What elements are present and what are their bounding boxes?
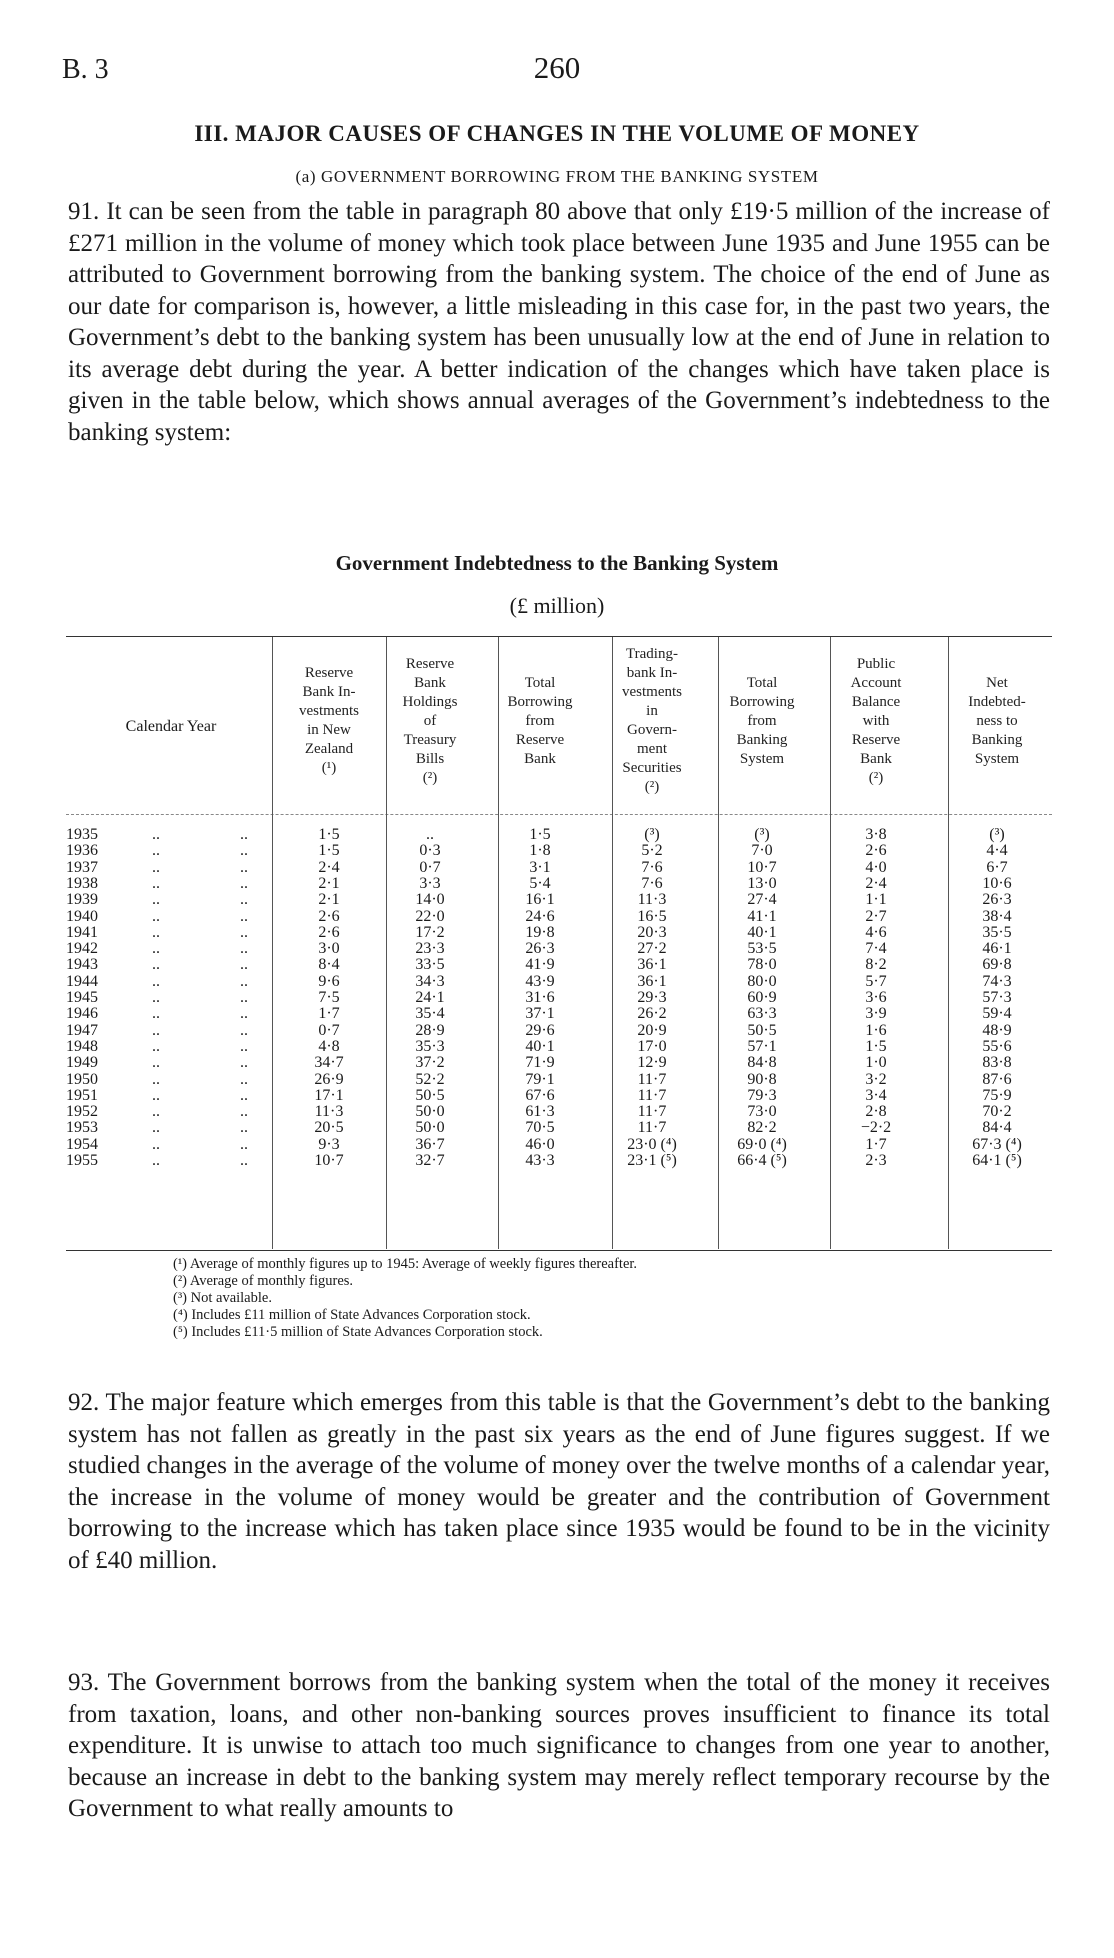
- leader-dots: ..: [240, 1021, 248, 1039]
- table-cell: 33·5: [415, 956, 445, 974]
- leader-dots: ..: [240, 874, 248, 892]
- table-cell: 10·7: [747, 858, 777, 876]
- leader-dots: ..: [152, 1037, 160, 1055]
- table-cell: 4·8: [318, 1037, 340, 1055]
- table-cell: 38·4: [982, 907, 1012, 925]
- leader-dots: ..: [240, 1119, 248, 1137]
- table-cell: 8·2: [865, 956, 887, 974]
- year-cell: 1945: [66, 989, 98, 1006]
- table-title: Government Indebtedness to the Banking System: [335, 551, 779, 575]
- table-cell: 69·8: [982, 956, 1012, 974]
- table-cell: 11·3: [314, 1103, 344, 1121]
- column-header-line: Net: [986, 674, 1008, 691]
- column-header-line: Bills: [415, 750, 445, 767]
- table-cell: 20·5: [314, 1119, 344, 1137]
- leader-dots: ..: [240, 891, 248, 909]
- table-cell: 2·6: [865, 842, 887, 860]
- table-cell: 23·3: [415, 940, 445, 958]
- table-cell: 74·3: [982, 972, 1012, 990]
- table-cell: 3·8: [865, 826, 887, 843]
- table-cell: 34·7: [314, 1054, 344, 1072]
- table-cell: 32·7: [415, 1152, 445, 1169]
- table-cell: 13·0: [747, 874, 777, 892]
- table-row: [0, 1137, 1114, 1153]
- table-cell: 53·5: [747, 940, 777, 958]
- column-header-line: Bank: [414, 674, 446, 691]
- table-header-rule: [66, 814, 1052, 815]
- table-cell: 2·4: [318, 858, 340, 876]
- table-cell: 1·6: [865, 1021, 887, 1039]
- table-cell: 84·4: [982, 1119, 1012, 1137]
- table-cell: 90·8: [747, 1070, 777, 1088]
- table-cell: 67·6: [525, 1086, 555, 1104]
- leader-dots: ..: [152, 989, 160, 1006]
- table-cell: 50·5: [747, 1021, 777, 1039]
- table-cell: 26·3: [525, 940, 555, 958]
- table-cell: 75·9: [982, 1086, 1012, 1104]
- table-row: [0, 843, 1114, 859]
- table-cell: 11·3: [637, 891, 667, 909]
- column-header-line: Treasury: [403, 731, 457, 748]
- table-cell: 4·4: [986, 842, 1008, 860]
- leader-dots: ..: [240, 1086, 248, 1104]
- table-row: [0, 941, 1114, 957]
- column-header-line: vestments: [299, 703, 359, 719]
- leader-dots: ..: [240, 842, 248, 860]
- footnotes: [173, 1256, 637, 1341]
- table-cell: 2·1: [318, 874, 340, 892]
- table-cell: 48·9: [982, 1021, 1012, 1039]
- table-cell: 61·3: [525, 1103, 555, 1121]
- table-cell: 7·6: [641, 874, 663, 892]
- table-cell: 17·2: [415, 923, 445, 941]
- table-cell: 1·5: [529, 826, 551, 843]
- table-cell: 2·7: [865, 907, 887, 925]
- year-cell: 1952: [66, 1103, 98, 1121]
- footnote: (³) Not available.: [173, 1290, 272, 1306]
- table-top-rule: [66, 636, 1052, 637]
- table-cell: 6·7: [986, 858, 1008, 876]
- table-cell: 70·5: [525, 1119, 555, 1137]
- column-header-line: bank In-: [626, 665, 678, 681]
- leader-dots: ..: [240, 989, 248, 1006]
- sub-heading: (a) GOVERNMENT BORROWING FROM THE BANKING SYSTEM: [295, 167, 819, 186]
- year-cell: 1936: [66, 842, 98, 860]
- table-cell: 5·4: [529, 874, 551, 892]
- table-cell: 40·1: [747, 923, 777, 941]
- table-cell: 7·6: [641, 858, 663, 876]
- table-row: [0, 909, 1114, 925]
- column-header-line: Trading-: [626, 646, 678, 662]
- footnote: (¹) Average of monthly figures up to 1945: Average of weekly figures thereafter.: [173, 1256, 638, 1272]
- column-header-2: [378, 655, 482, 788]
- table-cell: 7·0: [751, 842, 773, 860]
- table-cell: 1·8: [529, 842, 551, 860]
- leader-dots: ..: [152, 1070, 160, 1088]
- leader-dots: ..: [152, 1005, 160, 1023]
- table-cell: 1·5: [318, 842, 340, 860]
- table-cell: 70·2: [982, 1103, 1012, 1121]
- column-header-6: [820, 655, 932, 788]
- table-cell: 1·5: [865, 1037, 887, 1055]
- table-cell: (³): [989, 826, 1005, 843]
- column-header-5: [708, 674, 816, 769]
- table-cell: 37·1: [525, 1005, 555, 1023]
- table-cell: (³): [644, 826, 660, 843]
- table-row: [0, 1072, 1114, 1088]
- table-cell: 36·1: [637, 972, 667, 990]
- table-cell: 73·0: [747, 1103, 777, 1121]
- table-row: [0, 925, 1114, 941]
- column-header-line: Banking: [971, 731, 1023, 748]
- column-header-line: Reserve: [515, 731, 565, 748]
- table-cell: 16·1: [525, 891, 555, 909]
- leader-dots: ..: [152, 874, 160, 892]
- year-cell: 1944: [66, 972, 98, 990]
- table-cell: 36·1: [637, 956, 667, 974]
- column-header-line: Reserve: [304, 665, 354, 681]
- column-header-1: [279, 664, 379, 778]
- table-cell: 16·5: [637, 907, 667, 925]
- table-row: [0, 957, 1114, 973]
- table-cell: 14·0: [415, 891, 445, 909]
- table-cell: 3·1: [529, 858, 551, 876]
- table-cell: 66·4 (⁵): [737, 1152, 787, 1169]
- table-row: [0, 1039, 1114, 1055]
- leader-dots: ..: [240, 1103, 248, 1121]
- column-header-line: (²): [868, 769, 884, 786]
- column-header-line: Total: [746, 674, 778, 691]
- column-header-3: [486, 674, 594, 769]
- table-cell: 3·2: [865, 1070, 887, 1088]
- leader-dots: ..: [240, 1135, 248, 1153]
- table-cell: 17·0: [637, 1037, 667, 1055]
- year-header: Calendar Year: [125, 718, 217, 735]
- year-cell: 1937: [66, 858, 98, 876]
- table-cell: 26·9: [314, 1070, 344, 1088]
- table-row: [0, 1153, 1114, 1169]
- leader-dots: ..: [152, 956, 160, 974]
- table-cell: 5·2: [641, 842, 663, 860]
- table-cell: 31·6: [525, 989, 555, 1006]
- leader-dots: ..: [240, 907, 248, 925]
- year-cell: 1942: [66, 940, 98, 958]
- column-header-line: Account: [850, 674, 902, 691]
- table-row: [0, 1055, 1114, 1071]
- year-cell: 1950: [66, 1070, 98, 1088]
- leader-dots: ..: [240, 940, 248, 958]
- table-cell: 60·9: [747, 989, 777, 1006]
- table-cell: 27·4: [747, 891, 777, 909]
- table-row: [0, 1023, 1114, 1039]
- column-header-line: vestments: [622, 684, 682, 700]
- table-cell: 2·3: [865, 1152, 887, 1169]
- leader-dots: ..: [152, 907, 160, 925]
- leader-dots: ..: [240, 858, 248, 876]
- table-cell: 43·9: [525, 972, 555, 990]
- leader-dots: ..: [152, 1103, 160, 1121]
- table-row: [0, 827, 1114, 843]
- table-cell: 3·3: [419, 874, 441, 892]
- table-cell: 1·5: [318, 826, 340, 843]
- table-cell: 82·2: [747, 1119, 777, 1137]
- table-row: [0, 974, 1114, 990]
- column-header-line: Securities: [622, 760, 682, 776]
- table-cell: 40·1: [525, 1037, 555, 1055]
- table-cell: 55·6: [982, 1037, 1012, 1055]
- table-cell: 11·7: [637, 1070, 667, 1088]
- table-cell: 84·8: [747, 1054, 777, 1072]
- table-cell: 64·1 (⁵): [972, 1152, 1022, 1169]
- paragraph-92: 92. The major feature which emerges from this table is that the Government’s debt to the banking system has not fallen as greatly in the past six years as the end of June figures suggest. If we studied changes in the average of the volume of money over the twelve months of a calendar year, the increase in the volume of money would be greater and the contribution of Government borrowing to the increase which has taken place since 1935 would be found to be in the vicinity of £40 million.: [68, 1389, 1050, 1574]
- table-cell: 8·4: [318, 956, 340, 974]
- leader-dots: ..: [152, 1021, 160, 1039]
- column-header-line: Govern-: [627, 722, 677, 738]
- leader-dots: ..: [240, 1005, 248, 1023]
- leader-dots: ..: [152, 1152, 160, 1169]
- table-cell: 63·3: [747, 1005, 777, 1023]
- table-cell: 57·3: [982, 989, 1012, 1006]
- column-header-line: Borrowing: [507, 693, 573, 710]
- table-cell: 52·2: [415, 1070, 445, 1088]
- year-cell: 1939: [66, 891, 98, 909]
- column-header-line: Holdings: [402, 693, 458, 710]
- column-header-line: ment: [637, 741, 667, 757]
- column-header-line: Bank: [524, 750, 556, 767]
- table-cell: ..: [426, 826, 434, 843]
- leader-dots: ..: [152, 842, 160, 860]
- leader-dots: ..: [152, 826, 160, 843]
- table-cell: 3·4: [865, 1086, 887, 1104]
- table-cell: 43·3: [525, 1152, 555, 1169]
- table-cell: 26·3: [982, 891, 1012, 909]
- table-cell: −2·2: [860, 1119, 892, 1137]
- footnote: (⁴) Includes £11 million of State Advances Corporation stock.: [173, 1307, 531, 1323]
- column-header-line: (¹): [321, 760, 337, 776]
- table-cell: 23·1 (⁵): [627, 1152, 677, 1169]
- column-header-line: Bank In-: [302, 684, 356, 700]
- table-row: [0, 1120, 1114, 1136]
- table-row: [0, 876, 1114, 892]
- table-cell: 28·9: [415, 1021, 445, 1039]
- column-header-line: (²): [644, 779, 660, 795]
- table-cell: 20·3: [637, 923, 667, 941]
- table-cell: 41·9: [525, 956, 555, 974]
- leader-dots: ..: [152, 858, 160, 876]
- table-cell: 35·4: [415, 1005, 445, 1023]
- table-cell: 11·7: [637, 1119, 667, 1137]
- footnote: (²) Average of monthly figures.: [173, 1273, 354, 1289]
- table-cell: 0·7: [318, 1021, 340, 1039]
- table-cell: 22·0: [415, 907, 445, 925]
- page-number: 260: [533, 50, 581, 85]
- table-cell: 50·5: [415, 1086, 445, 1104]
- year-cell: 1949: [66, 1054, 98, 1072]
- table-cell: 67·3 (⁴): [972, 1135, 1022, 1153]
- table-cell: 2·8: [865, 1103, 887, 1121]
- column-header-line: from: [525, 712, 555, 729]
- leader-dots: ..: [152, 1086, 160, 1104]
- column-header-line: Reserve: [405, 655, 455, 672]
- table-cell: 0·7: [419, 858, 441, 876]
- table-cell: 11·7: [637, 1086, 667, 1104]
- column-header-line: System: [739, 750, 785, 767]
- column-header-line: Zealand: [304, 741, 354, 757]
- leader-dots: ..: [240, 826, 248, 843]
- leader-dots: ..: [152, 1135, 160, 1153]
- table-cell: 79·3: [747, 1086, 777, 1104]
- table-cell: 46·1: [982, 940, 1012, 958]
- table-row: [0, 860, 1114, 876]
- year-cell: 1948: [66, 1037, 98, 1055]
- year-cell: 1947: [66, 1021, 98, 1039]
- table-cell: 3·6: [865, 989, 887, 1006]
- table-cell: 78·0: [747, 956, 777, 974]
- table-cell: 79·1: [525, 1070, 555, 1088]
- leader-dots: ..: [152, 972, 160, 990]
- table-cell: 4·0: [865, 858, 887, 876]
- table-cell: 2·4: [865, 874, 887, 892]
- table-cell: 0·3: [419, 842, 441, 860]
- table-cell: 35·5: [982, 923, 1012, 941]
- table-cell: 1·0: [865, 1054, 887, 1072]
- table-row: [0, 1088, 1114, 1104]
- table-row: [0, 990, 1114, 1006]
- section-heading: III. MAJOR CAUSES OF CHANGES IN THE VOLUME OF MONEY: [194, 121, 920, 146]
- column-header-line: Indebted-: [968, 693, 1026, 710]
- year-cell: 1938: [66, 874, 98, 892]
- table-row: [0, 1006, 1114, 1022]
- table-cell: 2·1: [318, 891, 340, 909]
- table-cell: 10·6: [982, 874, 1012, 892]
- table-cell: 87·6: [982, 1070, 1012, 1088]
- column-header-line: Borrowing: [729, 693, 795, 710]
- paragraph-93: 93. The Government borrows from the banking system when the total of the money it receives from taxation, loans, and other non-banking sources proves insufficient to finance its total expenditure. It is unwise to attach too much significance to changes from one year to another, because an increase in debt to the banking system may merely reflect temporary recourse by the Government to what really amounts to: [68, 1669, 1050, 1822]
- column-header-line: of: [423, 712, 437, 729]
- footnote: (⁵) Includes £11·5 million of State Advances Corporation stock.: [173, 1324, 543, 1340]
- year-cell: 1941: [66, 923, 98, 941]
- table-cell: (³): [754, 826, 770, 843]
- table-cell: 57·1: [747, 1037, 777, 1055]
- table-cell: 10·7: [314, 1152, 344, 1169]
- leader-dots: ..: [240, 956, 248, 974]
- table-cell: 1·7: [318, 1005, 340, 1023]
- column-header-line: with: [862, 712, 890, 729]
- table-cell: 26·2: [637, 1005, 667, 1023]
- table-cell: 12·9: [637, 1054, 667, 1072]
- table-cell: 71·9: [525, 1054, 555, 1072]
- table-cell: 69·0 (⁴): [737, 1135, 787, 1153]
- column-header-line: Public: [856, 655, 896, 672]
- table-cell: 24·6: [525, 907, 555, 925]
- table-cell: 3·0: [318, 940, 340, 958]
- table-cell: 29·6: [525, 1021, 555, 1039]
- year-cell: 1940: [66, 907, 98, 925]
- table-cell: 11·7: [637, 1103, 667, 1121]
- table-cell: 80·0: [747, 972, 777, 990]
- leader-dots: ..: [152, 1119, 160, 1137]
- leader-dots: ..: [152, 940, 160, 958]
- year-cell: 1935: [66, 826, 98, 843]
- table-cell: 36·7: [415, 1135, 445, 1153]
- table-cell: 59·4: [982, 1005, 1012, 1023]
- table-cell: 50·0: [415, 1103, 445, 1121]
- leader-dots: ..: [152, 891, 160, 909]
- column-header-line: Bank: [860, 750, 892, 767]
- table-cell: 17·1: [314, 1086, 344, 1104]
- table-cell: 37·2: [415, 1054, 445, 1072]
- table-cell: 23·0 (⁴): [627, 1135, 677, 1153]
- column-header-line: (²): [422, 769, 438, 786]
- table-row: [0, 892, 1114, 908]
- page-ref: B. 3: [62, 54, 109, 85]
- column-header-line: Banking: [736, 731, 788, 748]
- column-header-line: Total: [524, 674, 556, 691]
- year-cell: 1946: [66, 1005, 98, 1023]
- column-header-line: from: [747, 712, 777, 729]
- table-cell: 35·3: [415, 1037, 445, 1055]
- leader-dots: ..: [240, 972, 248, 990]
- column-header-7: [941, 674, 1053, 769]
- table-cell: 24·1: [415, 989, 445, 1006]
- year-cell: 1943: [66, 956, 98, 974]
- table-cell: 5·7: [865, 972, 887, 990]
- table-cell: 3·9: [865, 1005, 887, 1023]
- table-cell: 19·8: [525, 923, 555, 941]
- table-cell: 20·9: [637, 1021, 667, 1039]
- table-cell: 29·3: [637, 989, 667, 1006]
- table-cell: 83·8: [982, 1054, 1012, 1072]
- table-cell: 34·3: [415, 972, 445, 990]
- leader-dots: ..: [152, 923, 160, 941]
- leader-dots: ..: [240, 1152, 248, 1169]
- year-cell: 1954: [66, 1135, 98, 1153]
- column-header-line: in New: [307, 722, 351, 738]
- column-header-line: ness to: [976, 712, 1018, 729]
- year-cell: 1953: [66, 1119, 98, 1137]
- table-cell: 4·6: [865, 923, 887, 941]
- year-cell: 1951: [66, 1086, 98, 1104]
- leader-dots: ..: [240, 1070, 248, 1088]
- column-header-line: Balance: [851, 693, 901, 710]
- table-cell: 9·6: [318, 972, 340, 990]
- leader-dots: ..: [152, 1054, 160, 1072]
- table-row: [0, 1104, 1114, 1120]
- table-cell: 1·7: [865, 1135, 887, 1153]
- table-cell: 7·4: [865, 940, 887, 958]
- table-cell: 50·0: [415, 1119, 445, 1137]
- table-bottom-rule: [66, 1250, 1052, 1251]
- table-cell: 46·0: [525, 1135, 555, 1153]
- leader-dots: ..: [240, 1037, 248, 1055]
- leader-dots: ..: [240, 1054, 248, 1072]
- year-cell: 1955: [66, 1152, 98, 1169]
- table-cell: 7·5: [318, 989, 340, 1006]
- paragraph-91: 91. It can be seen from the table in paragraph 80 above that only £19·5 million of the increase of £271 million in the volume of money which took place between June 1935 and June 1955 can be attributed to Government borrowing from the banking system. The choice of the end of June as our date for comparison is, however, a little misleading in this case for, in the past two years, the Government’s debt to the banking system has been unusually low at the end of June in relation to its average debt during the year. A better indication of the changes which have taken place is given in the table below, which shows annual averages of the Government’s indebtedness to the banking system:: [68, 198, 1050, 446]
- table-cell: 41·1: [747, 907, 777, 925]
- table-cell: 2·6: [318, 923, 340, 941]
- table-unit: (£ million): [509, 593, 605, 618]
- leader-dots: ..: [240, 923, 248, 941]
- column-header-line: System: [974, 750, 1020, 767]
- table-cell: 27·2: [637, 940, 667, 958]
- table-cell: 9·3: [318, 1135, 340, 1153]
- table-cell: 1·1: [865, 891, 887, 909]
- column-header-line: Reserve: [851, 731, 901, 748]
- table-cell: 2·6: [318, 907, 340, 925]
- column-header-line: in: [646, 703, 658, 719]
